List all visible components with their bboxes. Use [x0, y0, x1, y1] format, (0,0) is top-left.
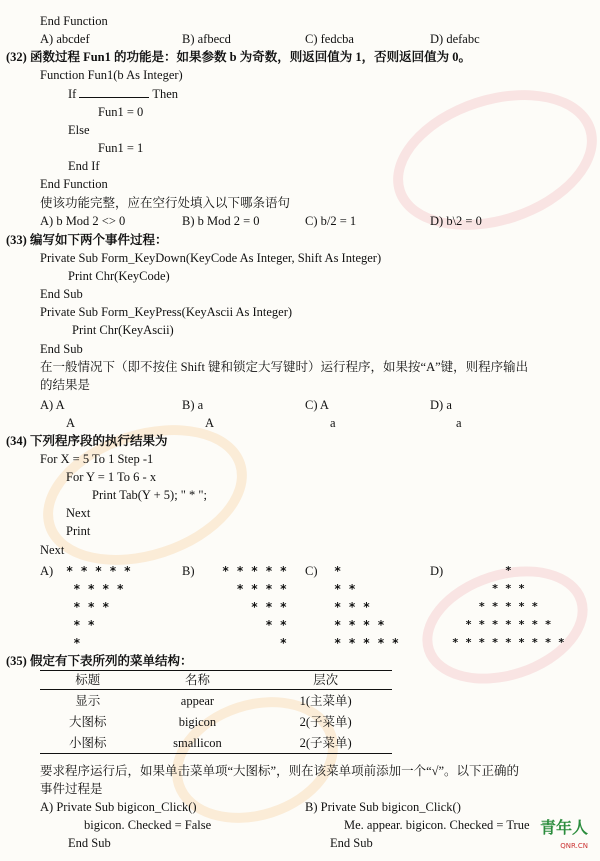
prev-option-b: B) afbecd [182, 32, 231, 46]
q34-code-line: Print Tab(Y + 5); " * "; [92, 488, 207, 502]
q32-code-line: End If [68, 159, 100, 173]
table-row [40, 711, 392, 732]
prev-option-d: D) defabc [430, 32, 480, 46]
question-34-title: (34) 下列程序段的执行结果为 [6, 434, 168, 448]
table-cell: 1(主菜单) [299, 693, 352, 708]
q33-option-a-line2: A [66, 416, 76, 430]
q33-code-line: Print Chr(KeyCode) [68, 269, 170, 283]
q32-prompt: 使该功能完整，应在空行处填入以下哪条语句 [40, 196, 291, 210]
question-33-title: (33) 编写如下两个事件过程： [6, 233, 168, 247]
q33-option-d-line2: a [456, 416, 462, 430]
q35-prompt: 要求程序运行后，如果单击菜单项“大图标”，则在该菜单项前添加一个“√”。以下正确的 [40, 764, 520, 778]
q34-pattern-d: * * * * * * * * * * * * * * * * * * * * * * * * * [452, 564, 565, 649]
q32-option-b: B) b Mod 2 = 0 [182, 214, 260, 228]
table-cell: appear [180, 693, 215, 708]
q34-option-b: B) [182, 564, 195, 578]
q32-code-line: Function Fun1(b As Integer) [40, 68, 183, 82]
end-function-line: End Function [40, 14, 108, 28]
prev-option-a: A) abcdef [40, 32, 90, 46]
q33-option-c-line2: a [330, 416, 336, 430]
q35-option-b-code: Me. appear. bigicon. Checked = True [344, 818, 530, 832]
q33-option-b-line2: A [205, 416, 215, 430]
q33-prompt: 在一般情况下（即不按住 Shift 键和锁定大写键时）运行程序，如果按“A”键，则程序输出 [40, 360, 529, 374]
table-cell: smallicon [136, 732, 260, 754]
table-header-row [40, 671, 392, 690]
q33-prompt-cont: 的结果是 [40, 378, 91, 392]
table-cell: bigicon [178, 714, 217, 729]
table-header: 层次 [259, 671, 392, 690]
q35-option-a-code: bigicon. Checked = False [84, 818, 212, 832]
q33-code-line: End Sub [40, 342, 83, 356]
q33-code-line: Print Chr(KeyAscii) [72, 323, 174, 337]
q34-pattern-a: * * * * * * * * * * * * * * * [66, 564, 132, 650]
watermark-stamp-1 [375, 66, 600, 255]
table-row [40, 690, 392, 712]
menu-structure-table [40, 670, 392, 754]
q32-code-line: End Function [40, 177, 108, 191]
table-cell: 显示 [75, 693, 101, 708]
q35-option-b: B) Private Sub bigicon_Click() [305, 800, 461, 814]
q32-code-line: Fun1 = 0 [98, 105, 144, 119]
table-cell: 大图标 [69, 714, 107, 729]
site-logo: 青年人 QNR.CN [539, 818, 588, 850]
q32-code-if: If Then [68, 87, 179, 101]
q35-option-b-end: End Sub [330, 836, 373, 850]
q33-option-b: B) a [182, 398, 204, 412]
table-cell: 小图标 [40, 732, 136, 754]
question-32-title: (32) 函数过程 Fun1 的功能是：如果参数 b 为奇数，则返回值为 1，否则返回值为 0。 [6, 50, 471, 64]
q32-option-d: D) b\2 = 0 [430, 214, 482, 228]
q34-option-c: C) [305, 564, 318, 578]
table-row [40, 732, 392, 754]
q33-option-c: C) A [305, 398, 329, 412]
q33-option-d: D) a [430, 398, 452, 412]
q33-option-a: A) A [40, 398, 65, 412]
q34-code-line: Next [66, 506, 91, 520]
q34-pattern-b: * * * * * * * * * * * * * * * [222, 564, 288, 650]
q32-code-line: Fun1 = 1 [98, 141, 144, 155]
q34-code-line: For X = 5 To 1 Step -1 [40, 452, 154, 466]
q32-option-c: C) b/2 = 1 [305, 214, 357, 228]
table-cell: 2(子菜单) [299, 714, 352, 729]
table-header: 名称 [136, 671, 260, 690]
q34-pattern-c: * * * * * * * * * * * * * * * [334, 564, 400, 650]
q33-code-line: End Sub [40, 287, 83, 301]
q34-code-line: Next [40, 543, 65, 557]
q32-code-line: Else [68, 123, 90, 137]
q34-code-line: For Y = 1 To 6 - x [66, 470, 157, 484]
q34-option-a: A) [40, 564, 54, 578]
q35-option-a: A) Private Sub bigicon_Click() [40, 800, 197, 814]
q35-prompt-cont: 事件过程是 [40, 782, 103, 796]
q32-option-a: A) b Mod 2 <> 0 [40, 214, 126, 228]
q34-option-d: D) [430, 564, 444, 578]
q33-code-line: Private Sub Form_KeyDown(KeyCode As Integer, Shift As Integer) [40, 251, 382, 265]
answer-blank [79, 85, 149, 98]
q35-option-a-end: End Sub [68, 836, 111, 850]
table-header: 标题 [40, 671, 136, 690]
q33-code-line: Private Sub Form_KeyPress(KeyAscii As Integer) [40, 305, 293, 319]
prev-option-c: C) fedcba [305, 32, 354, 46]
q34-code-line: Print [66, 524, 91, 538]
table-cell: 2(子菜单) [259, 732, 392, 754]
question-35-title: (35) 假定有下表所列的菜单结构： [6, 654, 193, 668]
